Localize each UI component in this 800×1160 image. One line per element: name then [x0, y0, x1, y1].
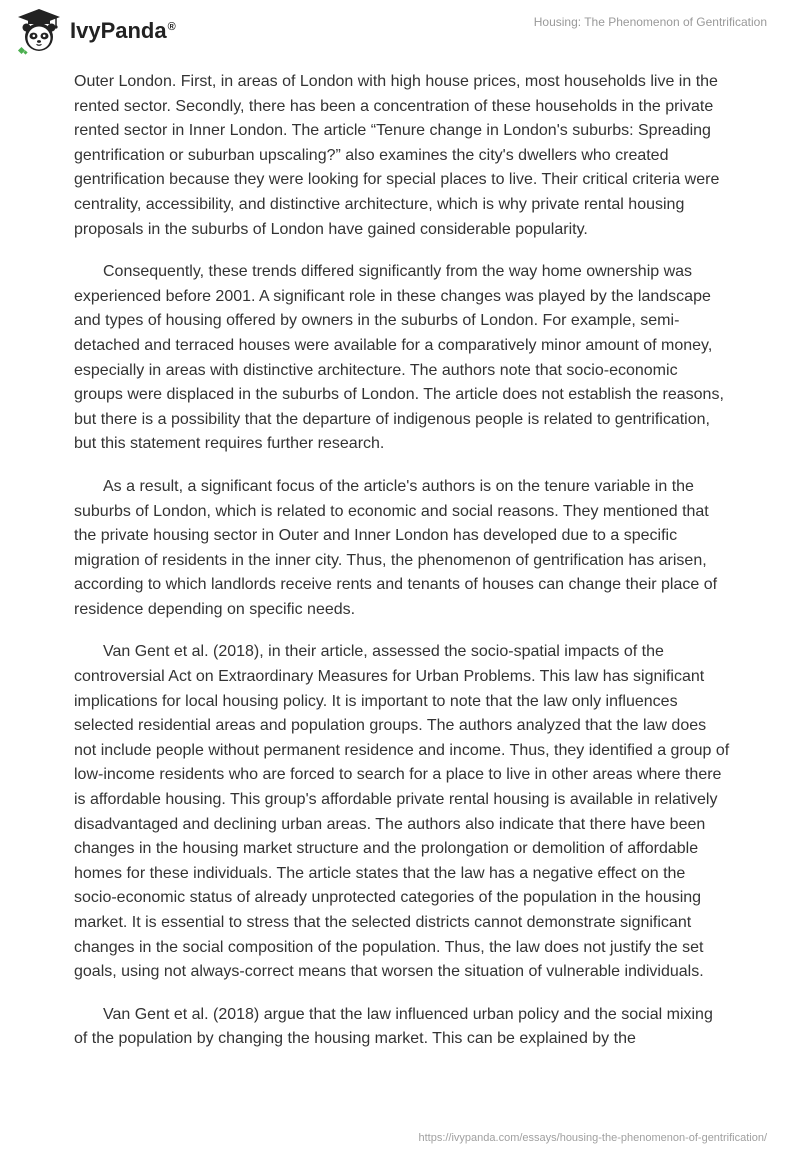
logo-wordmark [70, 18, 176, 44]
registered-mark: ® [167, 20, 176, 33]
panda-graduate-icon [14, 6, 64, 56]
paragraph: Consequently, these trends differed significantly from the way home ownership was experienced before 2001. A significant role in these changes was played by the landscape and types of housing offered by owners in the suburbs of London. For example, semi-detached and terraced houses were available for a comparatively minor amount of money, especially in areas with distinctive architecture. The authors note that socio-economic groups were displaced in the suburbs of London. The article does not establish the reasons, but there is a possibility that the departure of indigenous people is related to gentrification, but this statement requires further research. [74, 263, 724, 453]
ivypanda-logo[interactable] [14, 6, 176, 56]
paragraph: Van Gent et al. (2018), in their article, assessed the socio-spatial impacts of the controversial Act on Extraordinary Measures for Urban Problems. This law has significant implications for local housing policy. It is important to note that the law only influences selected residential areas and population groups. The authors analyzed that the law does not include people without permanent residence and income. Thus, they identified a group of low-income residents who are forced to search for a place to live in other areas where there is affordable housing. This group's affordable private rental housing is available in relatively disadvantaged and declining urban areas. The authors also indicate that there have been changes in the housing market structure and the prolongation or demolition of affordable homes for these individuals. The article states that the law has a negative effect on the socio-economic status of already unprotected categories of the population in the housing market. It is essential to stress that the selected districts cannot demonstrate significant changes in the social composition of the population. Thus, the law does not justify the set goals, using not always-correct means that worsen the situation of vulnerable individuals. [74, 643, 730, 981]
logo-text: IvyPanda [70, 18, 167, 43]
page-header [0, 0, 800, 60]
source-url-link[interactable]: https://ivypanda.com/essays/housing-the-phenomenon-of-gentrification/ [418, 1132, 767, 1144]
paragraph: Van Gent et al. (2018) argue that the law influenced urban policy and the social mixing of the population by changing the housing market. This can be explained by the [74, 1005, 713, 1048]
essay-body [74, 70, 730, 1070]
paragraph: Outer London. First, in areas of London with high house prices, most households live in the rented sector. Secondly, there has been a concentration of these households in the private rented sector in Inner London. The article “Tenure change in London's suburbs: Spreading gentrification or suburban upscaling?” also examines the city's dwellers who created gentrification because they were looking for special places to live. Their critical criteria were centrality, accessibility, and distinctive architecture, which is why private rental housing proposals in the suburbs of London have gained considerable popularity. [74, 73, 720, 238]
paragraph: As a result, a significant focus of the article's authors is on the tenure variable in the suburbs of London, which is related to economic and social reasons. They mentioned that the private housing sector in Outer and Inner London has developed due to a specific migration of residents in the inner city. Thus, the phenomenon of gentrification has arisen, according to which landlords receive rents and tenants of houses can change their place of residence depending on specific needs. [74, 477, 718, 618]
document-title: Housing: The Phenomenon of Gentrification [533, 15, 767, 29]
